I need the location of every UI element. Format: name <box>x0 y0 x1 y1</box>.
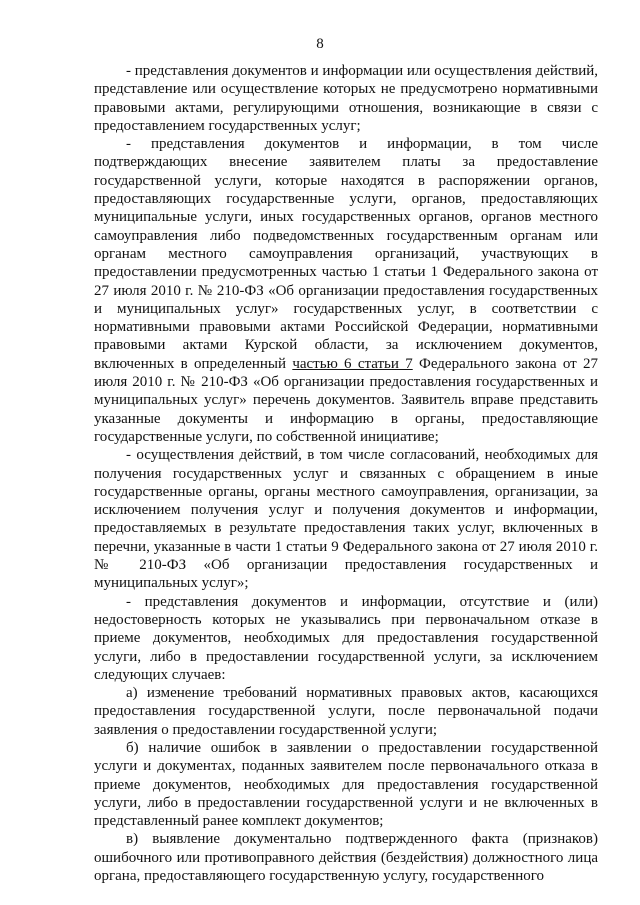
page-number: 8 <box>316 36 324 52</box>
document-body <box>94 62 598 885</box>
paragraph-1: - представления документов и информации или осуществления действий, представление или осуществление которых не предусмотрено нормативными правовыми актами, регулирующими отношения, возникающие в связи с предоставлением государственных услуг; <box>94 63 598 134</box>
paragraph-5: а) изменение требований нормативных правовых актов, касающихся предоставления государственной услуги, после первоначальной подачи заявления о предоставлении государственной услуги; <box>94 685 598 738</box>
paragraph-4: - представления документов и информации, отсутствие и (или) недостоверность которых не указывались при первоначальном отказе в приеме документов, необходимых для предоставления государственной услуги, либо в предоставлении государственной услуги, за исключением следующих случаев: <box>94 593 598 683</box>
paragraph-6: б) наличие ошибок в заявлении о предоставлении государственной услуги и документах, поданных заявителем после первоначального отказа в приеме документов, необходимых для предоставления государственной услуги, либо в предоставлении государственной услуги и не включенных в представленный ранее комплект документов; <box>94 739 598 830</box>
paragraph-2-text-after: Федерального закона от 27 июля 2010 г. № 210-ФЗ «Об организации предоставления государственных и муниципальных услуг» перечень документов. Заявитель вправе представить указанные документы и информацию в органы, предоставляющие государственные услуги, по собственной инициативе; <box>94 355 598 445</box>
paragraph-2-text-before: - представления документов и информации, в том числе подтверждающих внесение заявителем платы за предоставление государственной услуги, которые находятся в распоряжении органов, предоставляющих государственные услуги, органов, предоставляющих муниципальные услуги, иных государственных органов, органов местного самоуправления либо подведомственных государственным органам или органам местного самоуправления организаций, участвующих в предоставлении предусмотренных частью 1 статьи 1 Федерального закона от 27 июля 2010 г. № 210-ФЗ «Об организации предоставления государственных и муниципальных услуг» государственных услуг, в соответствии с нормативными правовыми актами Российской Федерации, нормативными правовыми актами Курской области, за исключением документов, включенных в определенный <box>94 136 598 372</box>
paragraph-3: - осуществления действий, в том числе согласований, необходимых для получения государственных услуг и связанных с обращением в иные государственные органы, органы местного самоуправления, организации, за исключением получения услуг и получения документов и информации, предоставляемых в результате предоставления таких услуг, включенных в перечни, указанные в части 1 статьи 9 Федерального закона от 27 июля 2010 г. № 210-ФЗ «Об организации предоставления государственных и муниципальных услуг»; <box>94 447 598 592</box>
paragraph-7: в) выявление документально подтвержденного факта (признаков) ошибочного или противоправного действия (бездействия) должностного лица органа, предоставляющего государственную услугу, государственного <box>94 831 598 885</box>
paragraph-2 <box>94 135 598 446</box>
law-reference-link[interactable]: частью 6 статьи 7 <box>292 355 413 372</box>
